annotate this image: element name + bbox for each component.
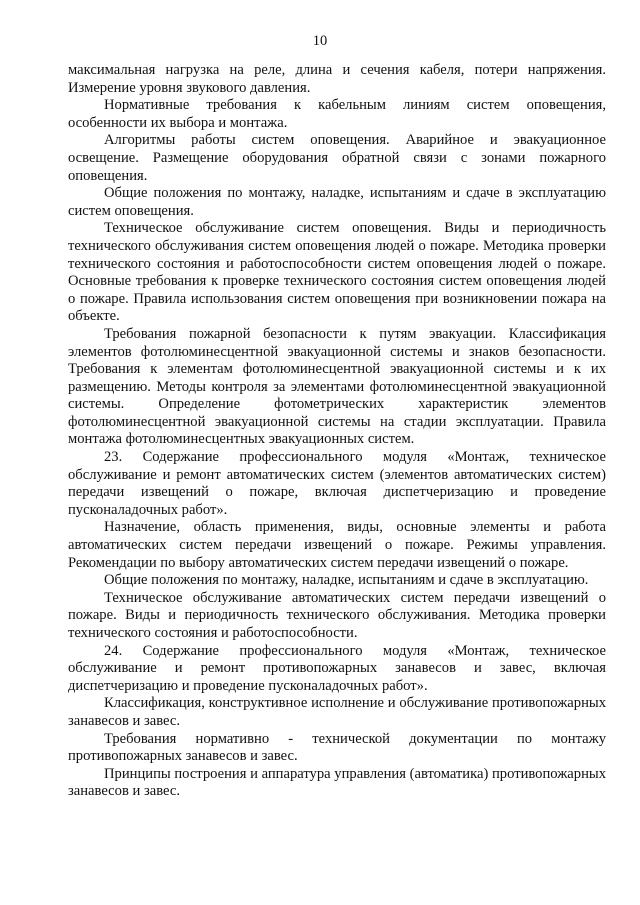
paragraph-5: Техническое обслуживание систем оповещения. Виды и периодичность технического обслуживания систем оповещения людей о пожаре. Методика проверки технического состояния и работоспособности систем оповещения людей о пожаре. Основные требования к проверке технического состояния систем оповещения людей о пожаре. Правила использования систем оповещения при возникновении пожара на объекте. bbox=[68, 220, 606, 325]
paragraph-13: Требования нормативно - технической документации по монтажу противопожарных занавесов и завес. bbox=[68, 730, 606, 765]
paragraph-9: Общие положения по монтажу, наладке, испытаниям и сдаче в эксплуатацию. bbox=[104, 572, 589, 589]
paragraph-12: Классификация, конструктивное исполнение и обслуживание противопожарных занавесов и завес. bbox=[68, 695, 606, 729]
paragraph-3: Алгоритмы работы систем оповещения. Аварийное и эвакуационное освещение. Размещение оборудования обратной связи с зонами пожарного оповещения. bbox=[68, 132, 606, 184]
paragraph-1: максимальная нагрузка на реле, длина и сечения кабеля, потери напряжения. Измерение уровня звукового давления. bbox=[68, 62, 606, 96]
paragraph-4: Общие положения по монтажу, наладке, испытаниям и сдаче в эксплуатацию систем оповещения. bbox=[68, 185, 606, 219]
page-number: 10 bbox=[312, 33, 328, 49]
paragraph-8: Назначение, область применения, виды, основные элементы и работа автоматических систем передачи извещений о пожаре. Режимы управления. Рекомендации по выбору автоматических систем передачи извещений о пожаре. bbox=[68, 519, 606, 571]
paragraph-11-module-24-heading: 24. Содержание профессионального модуля «Монтаж, техническое обслуживание и ремонт противопожарных занавесов и завес, включая диспетчеризацию и проведение пусконаладочных работ». bbox=[68, 642, 606, 694]
paragraph-10: Техническое обслуживание автоматических систем передачи извещений о пожаре. Виды и периодичность технического обслуживания. Методика проверки технического состояния и работоспособности. bbox=[68, 589, 606, 641]
paragraph-14: Принципы построения и аппаратура управления (автоматика) противопожарных занавесов и завес. bbox=[68, 765, 606, 800]
document-body bbox=[68, 62, 606, 801]
paragraph-2: Нормативные требования к кабельным линиям систем оповещения, особенности их выбора и монтажа. bbox=[68, 97, 606, 131]
paragraph-7-module-23-heading: 23. Содержание профессионального модуля «Монтаж, техническое обслуживание и ремонт автоматических систем (элементов автоматических систем) передачи извещений о пожаре, включая диспетчеризацию и проведение пусконаладочных работ». bbox=[68, 449, 606, 518]
paragraph-6: Требования пожарной безопасности к путям эвакуации. Классификация элементов фотолюминесцентной эвакуационной системы и знаков безопасности. Требования к элементам фотолюминесцентной эвакуационной системы и к их размещению. Методы контроля за элементами фотолюминесцентной эвакуационной системы. Определение фотометрических характеристик элементов фотолюминесцентной эвакуационной системы на стадии эксплуатации. Правила монтажа фотолюминесцентных эвакуационных систем. bbox=[68, 325, 606, 448]
